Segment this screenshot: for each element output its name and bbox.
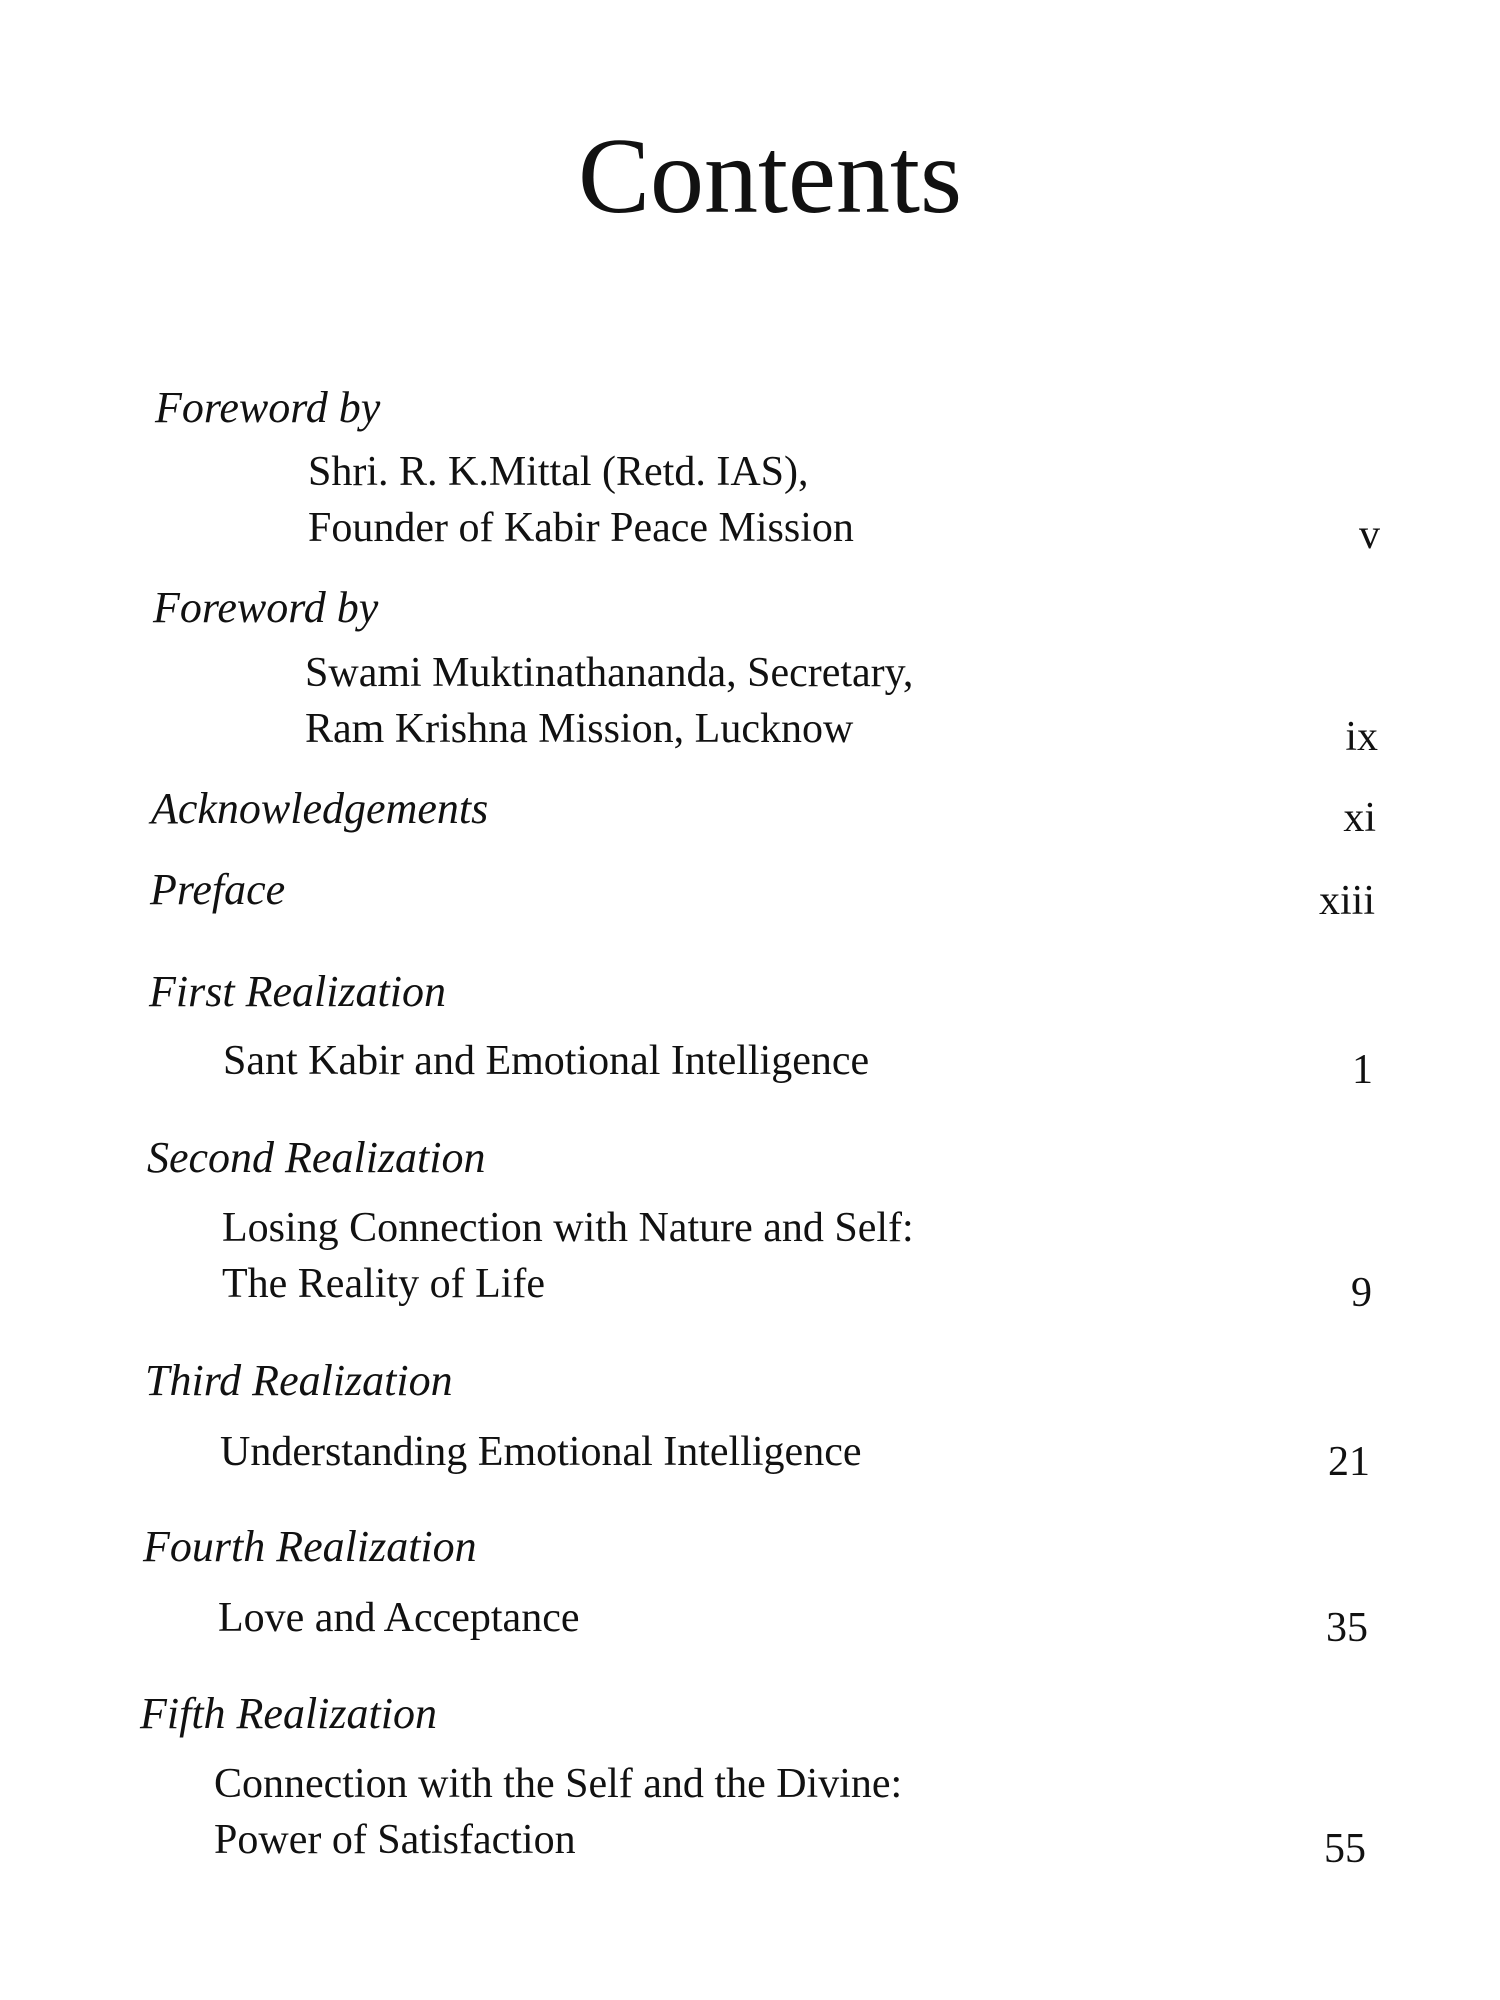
page-number: 35: [1326, 1605, 1368, 1651]
page-number: 55: [1324, 1826, 1366, 1872]
entry-line: Connection with the Self and the Divine:: [214, 1761, 903, 1807]
entry-line: The Reality of Life: [222, 1261, 546, 1307]
page-number: xi: [1343, 795, 1376, 841]
entry-heading: Fourth Realization: [143, 1522, 477, 1571]
page-number: xiii: [1318, 878, 1375, 924]
page-number: 1: [1352, 1047, 1373, 1093]
entry-heading: Preface: [150, 865, 286, 914]
entry-line: Ram Krishna Mission, Lucknow: [305, 706, 854, 752]
entry-line: Losing Connection with Nature and Self:: [222, 1205, 914, 1251]
entry-heading: Foreword by: [153, 583, 379, 632]
entry-line: Understanding Emotional Intelligence: [220, 1429, 862, 1475]
page-title: Contents: [577, 117, 962, 236]
entry-heading: Third Realization: [145, 1356, 453, 1405]
page-number: 21: [1328, 1439, 1370, 1485]
entry-line: Sant Kabir and Emotional Intelligence: [223, 1038, 870, 1084]
entry-heading: Second Realization: [147, 1133, 486, 1182]
entry-heading: Fifth Realization: [140, 1689, 437, 1738]
entry-line: Swami Muktinathananda, Secretary,: [305, 650, 914, 696]
entry-line: Love and Acceptance: [218, 1595, 580, 1641]
page-number: v: [1359, 512, 1380, 558]
entry-line: Shri. R. K.Mittal (Retd. IAS),: [308, 449, 809, 495]
entry-line: Power of Satisfaction: [214, 1817, 576, 1863]
page-number: ix: [1345, 714, 1378, 760]
entry-heading: Foreword by: [155, 383, 381, 432]
entry-heading: Acknowledgements: [151, 784, 489, 833]
page-number: 9: [1351, 1270, 1372, 1316]
entry-line: Founder of Kabir Peace Mission: [308, 505, 854, 551]
entry-heading: First Realization: [149, 967, 446, 1016]
